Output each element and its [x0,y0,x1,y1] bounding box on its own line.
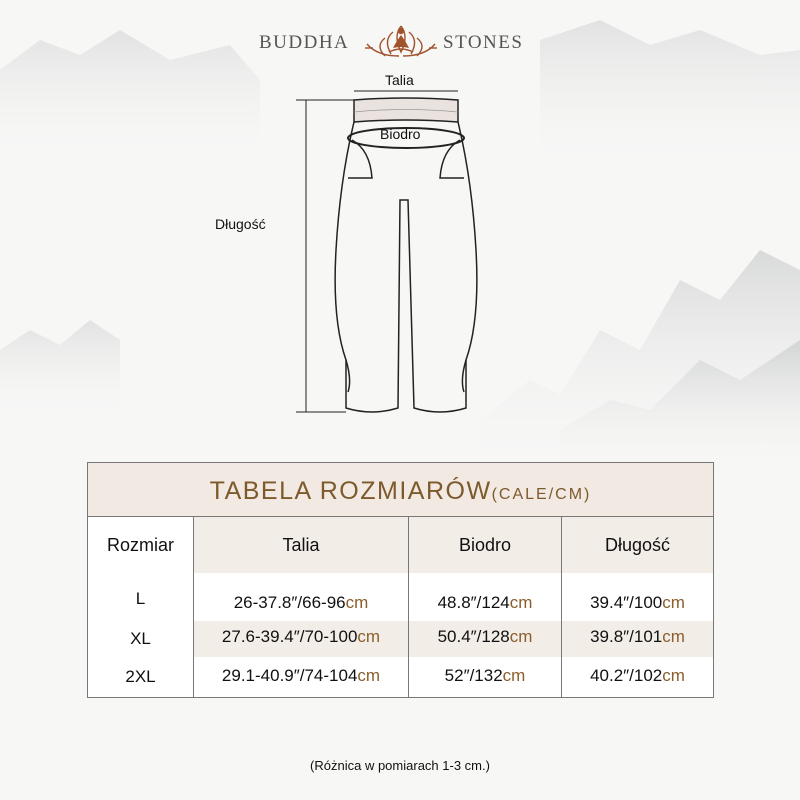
table-row-waist: 26-37.8″/66-96cm [233,593,369,612]
header-waist: Talia [282,535,320,555]
table-row-length: 39.4″/100cm [590,593,685,612]
measurement-note: (Różnica w pomiarach 1-3 cm.) [310,758,490,773]
header-length: Długość [604,535,671,555]
table-row-waist: 29.1-40.9″/74-104cm [221,666,381,685]
table-title-text: TABELA ROZMIARÓW [209,477,492,505]
table-row-size: L [135,589,146,608]
brand-name-left: BUDDHA [259,32,350,53]
table-row-size: XL [130,629,151,648]
header-hip: Biodro [458,535,512,555]
table-row-hip: 48.8″/124cm [437,593,533,612]
waist-label: Talia [385,72,414,88]
brand-name-right: STONES [443,32,524,53]
table-row-length: 40.2″/102cm [590,666,685,685]
table-row-length: 39.8″/101cm [590,627,685,646]
table-title-unit: (CALE/CM) [491,486,592,503]
table-row-waist: 27.6-39.4″/70-100cm [221,627,381,646]
size-chart-table [87,462,714,698]
length-label: Długość [215,216,266,232]
table-title [88,463,713,517]
header-size: Rozmiar [106,535,174,555]
table-row-hip: 50.4″/128cm [437,627,533,646]
hip-label: Biodro [380,126,421,142]
table-row-hip: 52″/132cm [444,666,526,685]
table-row-size: 2XL [125,667,156,686]
